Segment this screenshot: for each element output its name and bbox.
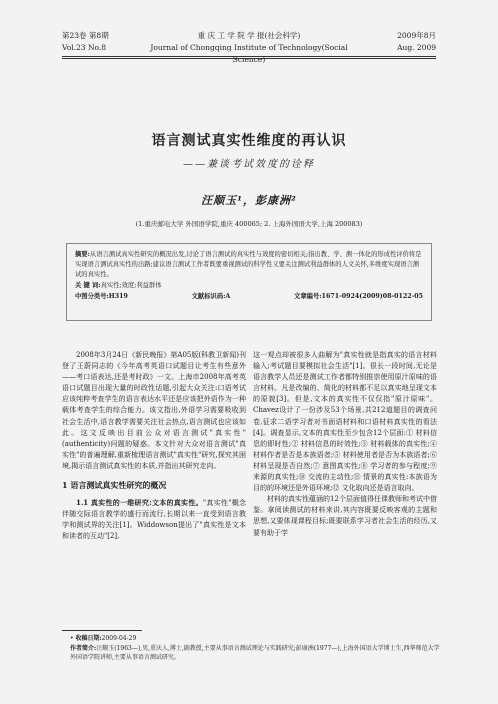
section-heading-1-1: 1.1 真实性的一维研究:文本的真实性。 <box>76 498 203 508</box>
journal-name-cn: 重 庆 工 学 院 学 报(社会科学) <box>197 31 301 40</box>
running-header <box>62 30 436 66</box>
footnote <box>70 634 440 663</box>
date-cn: 2009年8月 <box>397 31 436 40</box>
received-value: 2009-04-29 <box>101 635 137 642</box>
abstract-box <box>66 243 432 321</box>
body-paragraph-2: 材料的真实性蕴涵的12个层面值得任课教师和考试中借鉴。拿阅读测试的材料来讲,其内容既要反映客观的主题和思想,又要体现课程目标;既要联系学习者社会生活的经历,又要有助于学 <box>253 495 437 537</box>
section-1-1-paragraph <box>62 497 246 542</box>
keywords-text: 真实性;效度;利益群体 <box>100 281 162 289</box>
keywords-label: 关 键 词: <box>75 281 101 289</box>
section-heading-1: 1 语言测试真实性研究的概况 <box>62 480 167 491</box>
footnote-rule <box>62 630 142 631</box>
clc-number: 中图分类号:H319 <box>75 292 128 300</box>
body-column-right <box>253 350 437 539</box>
volume-en: Vol.23 No.8 <box>62 43 107 52</box>
header-rule-thin <box>62 58 436 59</box>
header-rule <box>62 56 436 57</box>
date-en: Aug. 2009 <box>397 43 436 52</box>
received-label: 收稿日期: <box>75 635 102 642</box>
abstract-text: 从语言测试真实性研究的概况出发,讨论了语言测试的真实性与效度的密切相关;指出教、学、测一体化的形成性评价将是实现语言测试真实性的出路;建议语言测试工作者既要重视测试的科学性又要关注测试利益群体的人文关怀,多维度实现语言测试的真实性。 <box>75 251 422 279</box>
article-subtitle: ——兼谈考试效度的诠释 <box>183 159 315 170</box>
volume-cn: 第23卷 第8期 <box>62 31 109 40</box>
author-names: 汪顺玉¹，彭康洲² <box>201 194 297 207</box>
body-column-left <box>62 350 246 543</box>
author-bio-label: 作者简介: <box>70 644 97 652</box>
abstract <box>75 250 423 281</box>
classification-row <box>75 292 423 302</box>
intro-paragraph: 2008年3月24日《新民晚报》第A05版(科教卫新闻)刊登了王蔚同志的《今年高考英语口试题目让考生有些意外——考口语表达,还是考时政》一文。上海市2008年高考英语口试题目出现大量的时政性话题,引起大众关注:口语考试应该纯粹考查学生的语言表达水平还是应该把外语作为一种载体考查学生的综合能力。该文指出,外语学习需要吸收到社会生活中,语言教学需要关注社会热点,语言测试也应该如此。这文反映出目前公众对语言测试"真实性"(authenticity)问题的疑惑。本文针对大众对语言测试"真实性"的普遍理解,重新梳理语言测试"真实性"研究,探究其困境,揭示语言测试真实性的本质,并指出其研究走向。 <box>62 351 246 470</box>
received-date: • 收稿日期:2009-04-29 <box>70 635 137 642</box>
body-paragraph-1: 这一观点却被很多人曲解为"真实性就是指真实的语言材料输入;考试题目要模拟社会生活"[1]。很长一段时间,无论是语言教学人员还是测试工作者都特别推崇使用原汁原味的语言材料。凡是改编的、简化的材料都不足以真实地呈现文本的原貌[3]。但是,文本的真实性不仅仅指"原汁原味"。Chavez设计了一份涉及53个场景,共212道题目的调查问卷,征求二语学习者对书面语材料和口语材料真实性的看法[4]。调查显示,文本的真实性至少包含12个层面:① 材料信息的即时性;② 材料信息的时效性;③ 材料载体的真实性;④ 材料作者是否是本族语者;⑤ 材料使用者是否为本族语者;⑥ 材料呈现是否自然;⑦ 意图真实性;⑧ 学习者的参与程度;⑨ 来源的真实性;⑩ 交流的主动性;⑪ 情景的真实性:本族语为目的的环境还是外语环境;⑫ 文化取向还是语言取向。 <box>253 351 437 493</box>
author-bio-text: 汪顺玉(1963—),男,重庆人,博士,副教授,主要从事语言测试理论与实践研究;彭康洲(1977—),上海外国语大学博士生,西华师范大学外国语学院讲师,主要从事语言测试研究。 <box>70 644 440 661</box>
article-title: 语言测试真实性维度的再认识 <box>151 133 347 149</box>
keywords <box>75 281 423 291</box>
section-1-1-text: "真实性"概念伴随交际语言教学的盛行而流行,长期以来一直受到语言教学和测试界的关注[1]。Widdowson提出了"真实性是文本和读者的互动"[2], <box>62 499 246 541</box>
author-bio <box>70 644 440 663</box>
article-number: 文章编号:1671-0924(2009)08-0122-05 <box>294 292 423 300</box>
document-code: 文献标识码:A <box>191 292 231 300</box>
abstract-label: 摘要: <box>75 251 90 258</box>
journal-name-en: Journal of Chongqing Institute of Technology(Social Science) <box>150 43 348 64</box>
author-affiliation: (1.重庆邮电大学 外国语学院,重庆 400065; 2. 上海外国语大学,上海 200083) <box>135 220 363 228</box>
